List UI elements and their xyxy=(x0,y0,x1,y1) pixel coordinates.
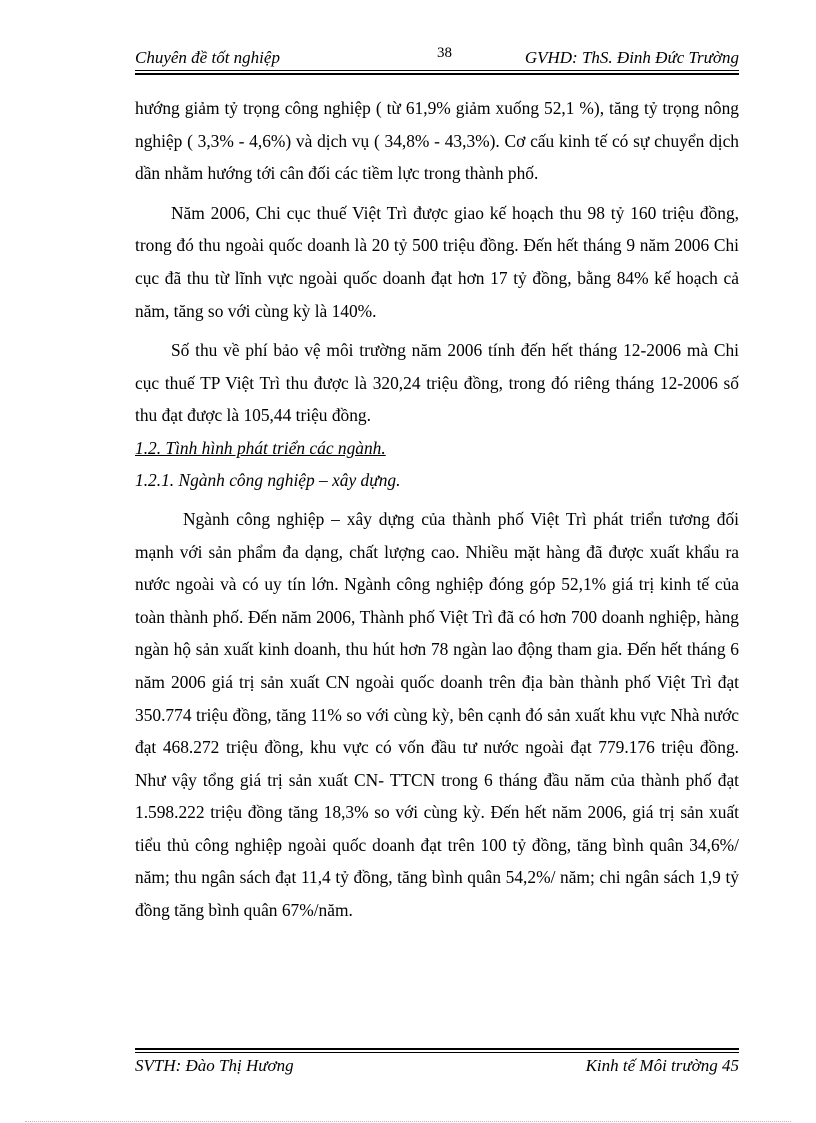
footer-rule xyxy=(135,1048,739,1053)
header-supervisor: GVHD: ThS. Đinh Đức Trường xyxy=(524,48,739,67)
body-paragraph-4: Ngành công nghiệp – xây dựng của thành phố Việt Trì phát triển tương đối mạnh với sản phẩm đa dạng, chất lượng cao. Nhiều mặt hàng đã được xuất khẩu ra nước ngoài và có uy tín lớn. Ngành công nghiệp đóng góp 52,1% giá trị kinh tế của toàn thành phố. Đến năm 2006, Thành phố Việt Trì đã có hơn 700 doanh nghiệp, hàng ngàn hộ sản xuất kinh doanh, thu hút hơn 78 ngàn lao động tham gia. Đến hết tháng 6 năm 2006 giá trị sản xuất CN ngoài quốc doanh trên địa bàn thành phố Việt Trì đạt 350.774 triệu đồng, tăng 11% so với cùng kỳ, bên cạnh đó sản xuất khu vực Nhà nước đạt 468.272 triệu đồng, khu vực có vốn đầu tư nước ngoài đạt 779.176 triệu đồng. Như vậy tổng giá trị sản xuất CN- TTCN trong 6 tháng đầu năm của thành phố đạt 1.598.222 triệu đồng tăng 18,3% so với cùng kỳ. Đến hết năm 2006, giá trị sản xuất tiểu thủ công nghiệp ngoài quốc doanh đạt trên 100 tỷ đồng, tăng bình quân 34,6%/ năm; thu ngân sách đạt 11,4 tỷ đồng, tăng bình quân 54,2%/ năm; chi ngân sách 1,9 tỷ đồng tăng bình quân 67%/năm. xyxy=(135,508,739,921)
page-body xyxy=(135,92,739,927)
page-footer xyxy=(135,1056,739,1078)
footer-department: Kinh tế Môi trường 45 xyxy=(585,1056,739,1075)
page-bottom-border xyxy=(25,1121,791,1122)
footer-author: SVTH: Đào Thị Hương xyxy=(135,1056,294,1075)
subsection-heading: 1.2.1. Ngành công nghiệp – xây dựng. xyxy=(135,469,401,490)
section-heading: 1.2. Tình hình phát triển các ngành. xyxy=(135,437,386,458)
header-document-title: Chuyên đề tốt nghiệp xyxy=(135,48,280,67)
body-paragraph-2: Năm 2006, Chi cục thuế Việt Trì được giao kế hoạch thu 98 tỷ 160 triệu đồng, trong đó thu ngoài quốc doanh là 20 tỷ 500 triệu đồng. Đến hết tháng 9 năm 2006 Chi cục đã thu từ lĩnh vực ngoài quốc doanh đạt hơn 17 tỷ đồng, bằng 84% kế hoạch cả năm, tăng so với cùng kỳ là 140%. xyxy=(135,202,739,321)
body-paragraph-1: hướng giảm tỷ trọng công nghiệp ( từ 61,9% giảm xuống 52,1 %), tăng tỷ trọng nông nghiệp ( 3,3% - 4,6%) và dịch vụ ( 34,8% - 43,3%). Cơ cấu kinh tế có sự chuyển dịch dần nhằm hướng tới cân đối các tiềm lực trong thành phố. xyxy=(135,98,739,184)
page-header xyxy=(135,45,739,70)
page-number: 38 xyxy=(437,45,452,61)
body-paragraph-3: Số thu về phí bảo vệ môi trường năm 2006 tính đến hết tháng 12-2006 mà Chi cục thuế TP Việt Trì thu được là 320,24 triệu đồng, trong đó riêng tháng 12-2006 số thu đạt được là 105,44 triệu đồng. xyxy=(135,340,739,426)
header-rule xyxy=(135,70,739,75)
